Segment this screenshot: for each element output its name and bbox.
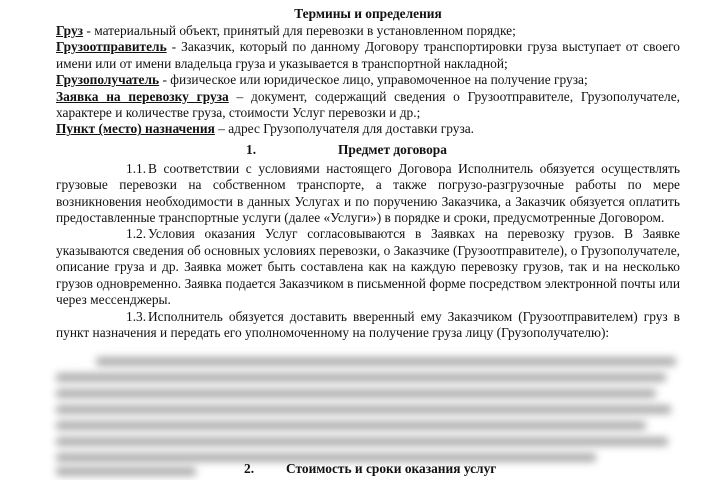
term-definition-destination: [56, 121, 680, 137]
clause-text: Условия оказания Услуг согласовываются в Заявках на перевозку грузов. В Заявке указываются сведения об основных условиях перевозки, о Заказчике (Грузоотправителе), о Грузополучателе, описание груза и др. Заявка может быть составлена как на каждую перевозку грузов, так и на несколько грузов одновременно. Заявка подается Заказчиком в письменной форме посредством электронной почты или через мессенджеры.: [56, 226, 680, 308]
term-request-text: документ, содержащий сведения о Грузоотправителе, Грузополучателе, характере и количестве груза, стоимости Услуг перевозки и др.;: [56, 88, 681, 121]
section-2-number: 2.: [244, 461, 255, 476]
term-definition-request: [56, 89, 680, 122]
term-request: Заявка на перевозку груза: [56, 88, 229, 104]
term-destination: Пункт (место) назначения: [56, 121, 215, 137]
redacted-line: [56, 405, 671, 414]
clause-1-2: [56, 226, 680, 308]
term-separator: -: [166, 39, 182, 55]
clause-number: 1.3.: [126, 308, 147, 324]
clause-number: 1.2.: [126, 226, 147, 242]
document-page: [56, 6, 680, 479]
section-1-number: 1.: [246, 141, 257, 157]
clause-1-1: [56, 161, 680, 227]
term-cargo: Груз: [56, 23, 84, 38]
term-separator: -: [83, 23, 95, 38]
term-definition-shipper: [56, 39, 680, 72]
term-definition-consignee: [56, 72, 680, 88]
redacted-line: [56, 373, 666, 382]
redacted-line: [56, 421, 646, 430]
term-shipper-text: Заказчик, который по данному Договору транспортировки груза выступает от своего имени или от имени владельца груза и указывается в транспортной накладной;: [56, 39, 681, 71]
redacted-line: [56, 437, 668, 446]
term-shipper: Грузоотправитель: [56, 39, 167, 55]
section-2-title: Стоимость и сроки оказания услуг: [286, 461, 497, 476]
clause-1-3: [56, 309, 680, 342]
redacted-line: [56, 389, 656, 398]
section-2-heading: [56, 461, 680, 479]
term-consignee-text: физическое или юридическое лицо, управомоченное на получение груза;: [170, 72, 588, 88]
term-separator: -: [159, 72, 171, 88]
term-destination-text: адрес Грузополучателя для доставки груза.: [228, 121, 475, 137]
term-separator: –: [214, 121, 229, 137]
clause-text: В соответствии с условиями настоящего Договора Исполнитель обязуется осуществлять грузовые перевозки на собственном транспорте, а также погрузо-разгрузочные работы по мере возникновения необходимости в данных Услугах и по поручению Заказчика, а Заказчик обязуется оплатить предоставленные транспортные услуги (далее «Услуги») в порядке и сроки, предусмотренные Договором.: [56, 160, 680, 226]
terms-list: [56, 23, 680, 138]
term-cargo-text: материальный объект, принятый для перевозки в установленном порядке;: [94, 23, 516, 38]
term-definition-cargo: [56, 23, 680, 39]
redacted-line: [96, 357, 676, 366]
terms-heading: Термины и определения: [294, 6, 442, 21]
clause-text: Исполнитель обязуется доставить вверенный ему Заказчиком (Грузоотправителем) груз в пункт назначения и передать его уполномоченному на получение груза лицу (Грузополучателю):: [56, 308, 680, 340]
clause-number: 1.1.: [126, 160, 147, 176]
section-1-title: Предмет договора: [338, 141, 447, 157]
term-consignee: Грузополучатель: [56, 72, 160, 88]
term-separator: –: [228, 88, 251, 104]
section-1-heading: [56, 142, 680, 161]
